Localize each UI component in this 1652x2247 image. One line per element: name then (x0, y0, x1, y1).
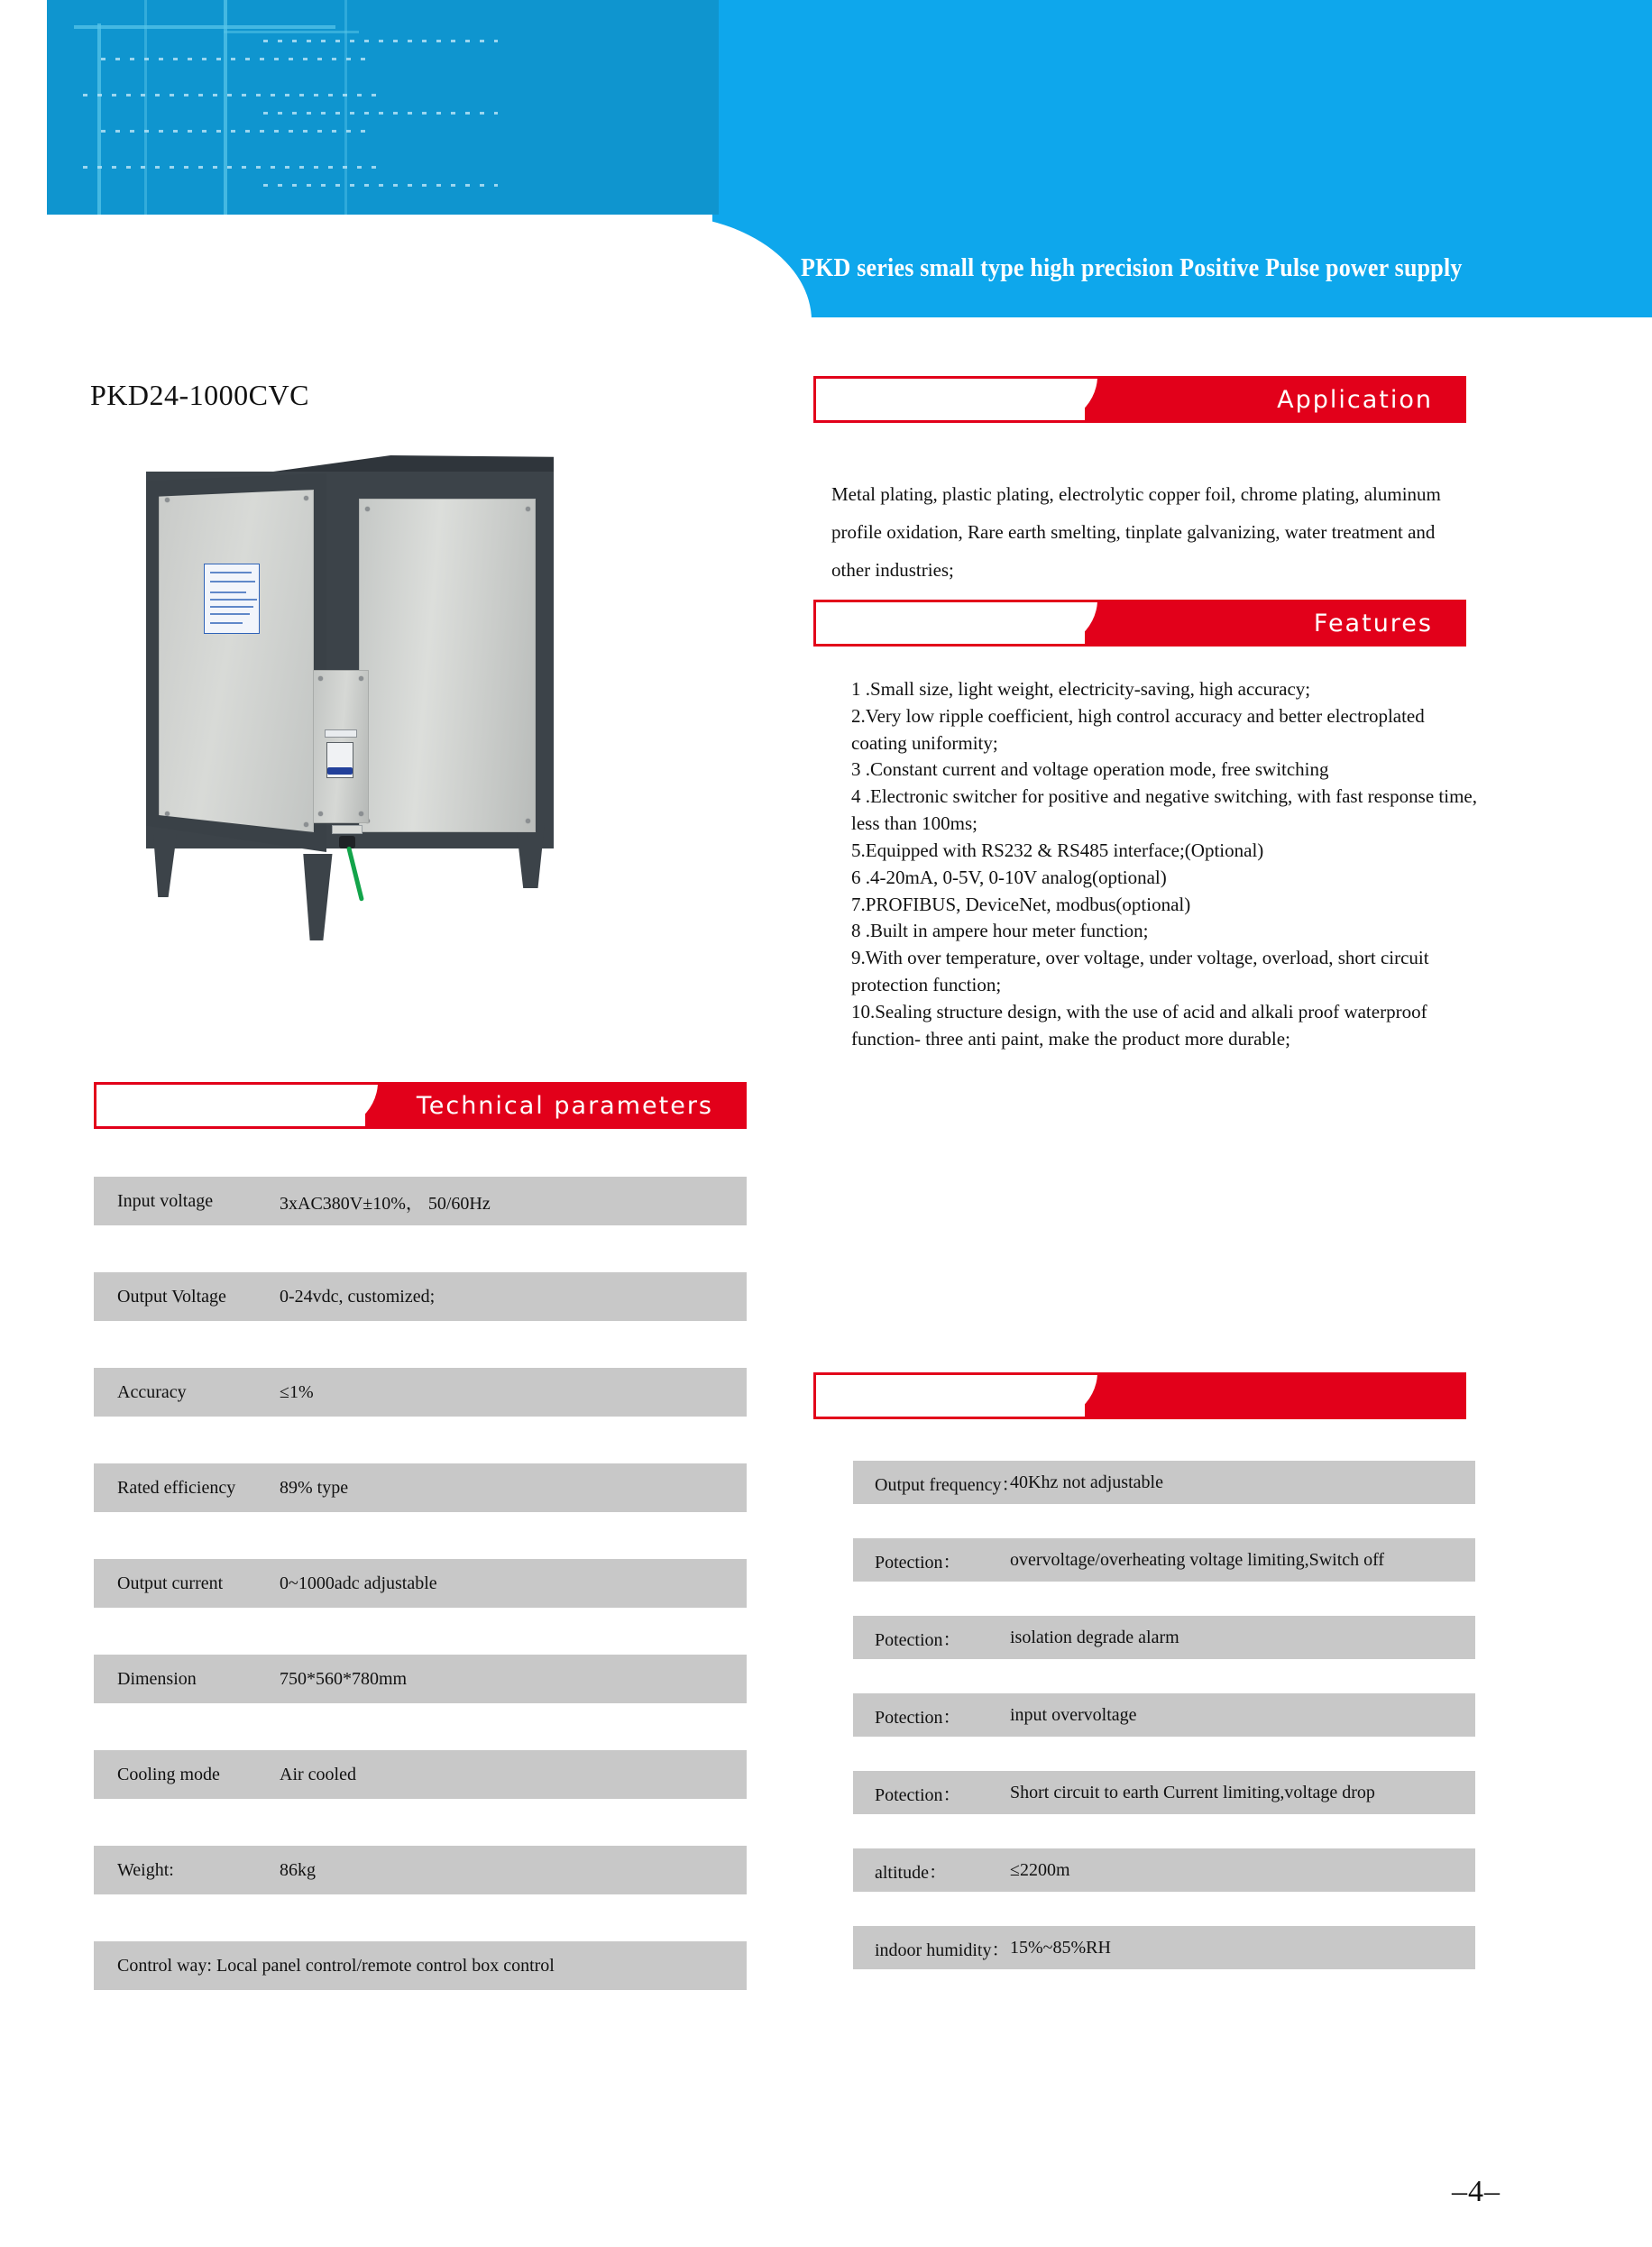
protection-parameters-table (853, 1461, 1475, 2004)
feature-item: 1 .Small size, light weight, electricity-saving, high accuracy; (851, 678, 1311, 700)
waveform-line (74, 25, 335, 29)
spec-value: 0-24vdc, customized; (280, 1286, 436, 1307)
spec-value: 0~1000adc adjustable (280, 1573, 437, 1593)
spec-value: 40Khz not adjustable (1010, 1472, 1163, 1492)
table-row (94, 1272, 747, 1321)
breaker-label (325, 729, 357, 738)
features-list (851, 676, 1482, 1052)
spec-label: Potection： (875, 1629, 961, 1650)
waveform-line (144, 0, 147, 215)
table-row (94, 1655, 747, 1703)
spec-value: ≤2200m (1010, 1859, 1070, 1880)
feature-item: 2.Very low ripple coefficient, high control accuracy and better electroplated coating uniformity; (851, 704, 1425, 754)
cabinet-leg (153, 834, 177, 897)
spec-label: indoor humidity： (875, 1940, 1010, 1960)
page-header (0, 0, 1652, 317)
cabinet-leg (296, 854, 337, 940)
feature-item: 10.Sealing structure design, with the use of acid and alkali proof waterproof function- three anti paint, make the product more durable; (851, 1000, 1427, 1050)
spec-value: ≤1% (280, 1381, 314, 1402)
waveform-line (97, 23, 101, 215)
spec-label: Potection： (875, 1707, 961, 1728)
page-number: –4– (1452, 2175, 1501, 2208)
feature-item: 6 .4-20mA, 0-5V, 0-10V analog(optional) (851, 866, 1167, 888)
product-image (126, 446, 613, 951)
table-row (94, 1941, 747, 1990)
feature-item: 5.Equipped with RS232 & RS485 interface;(Optional) (851, 839, 1264, 861)
spec-value: 89% type (280, 1477, 349, 1498)
spec-label: Potection： (875, 1552, 961, 1573)
spec-value: Air cooled (280, 1764, 356, 1784)
feature-item: 9.With over temperature, over voltage, under voltage, overload, short circuit protection function; (851, 947, 1429, 995)
table-row (94, 1463, 747, 1512)
product-model-name: PKD24-1000CVC (90, 379, 309, 411)
waveform-dots (263, 40, 498, 42)
table-row (853, 1926, 1475, 1969)
spec-value: 3xAC380V±10%， 50/60Hz (280, 1193, 491, 1214)
banner-red-fill (1085, 1375, 1464, 1417)
banner-features (813, 600, 1466, 647)
page-title: PKD series small type high precision Positive Pulse power supply (801, 254, 1463, 282)
technical-parameters-table (94, 1177, 747, 2037)
table-row (853, 1538, 1475, 1582)
spec-label: Rated efficiency (117, 1477, 236, 1498)
banner-protection (813, 1372, 1466, 1419)
spec-label: Input voltage (117, 1190, 214, 1211)
banner-features-label: Features (1313, 609, 1433, 637)
header-waveform-graphic (47, 0, 719, 215)
spec-label: Output Voltage (117, 1286, 226, 1307)
cabinet-side-panel (159, 490, 314, 832)
waveform-dots (83, 166, 381, 169)
feature-item: 7.PROFIBUS, DeviceNet, modbus(optional) (851, 893, 1191, 915)
waveform-line (224, 31, 359, 33)
table-row (853, 1771, 1475, 1814)
table-row (853, 1461, 1475, 1504)
cabinet-leg (514, 823, 545, 888)
table-row (94, 1750, 747, 1799)
banner-application-label: Application (1277, 385, 1433, 414)
table-row (94, 1177, 747, 1225)
spec-label: Cooling mode (117, 1764, 220, 1784)
table-row (94, 1559, 747, 1608)
table-row (853, 1616, 1475, 1659)
application-body-text: Metal plating, plastic plating, electrolytic copper foil, chrome plating, aluminum profile oxidation, Rare earth smelting, tinplate galvanizing, water treatment and other industries; (831, 483, 1441, 581)
feature-item: 3 .Constant current and voltage operation mode, free switching (851, 758, 1329, 781)
waveform-dots (101, 58, 372, 60)
table-row (853, 1693, 1475, 1737)
spec-value: isolation degrade alarm (1010, 1627, 1179, 1647)
cable-tag (332, 825, 363, 834)
spec-value: input overvoltage (1010, 1704, 1137, 1725)
spec-value: 15%~85%RH (1010, 1937, 1111, 1958)
header-notch-fill (47, 215, 552, 323)
waveform-dots (263, 112, 498, 115)
feature-item: 8 .Built in ampere hour meter function; (851, 920, 1149, 942)
spec-value: Short circuit to earth Current limiting,voltage drop (1010, 1782, 1375, 1802)
cabinet-front-panel (359, 499, 536, 832)
spec-label: Control way: Local panel control/remote control box control (117, 1955, 555, 1976)
spec-label: Dimension (117, 1668, 197, 1689)
feature-item: 4 .Electronic switcher for positive and negative switching, with fast response time, less than 100ms; (851, 785, 1477, 835)
spec-label: Potection： (875, 1784, 961, 1805)
table-row (94, 1846, 747, 1894)
rating-label (204, 564, 260, 634)
waveform-dots (263, 184, 498, 187)
circuit-breaker-switch (327, 767, 353, 775)
waveform-dots (101, 130, 372, 133)
spec-label: Output frequency： (875, 1474, 1020, 1495)
banner-technical-label: Technical parameters (416, 1091, 713, 1120)
spec-value: overvoltage/overheating voltage limiting,Switch off (1010, 1549, 1385, 1570)
spec-label: altitude： (875, 1862, 947, 1883)
banner-technical-parameters (94, 1082, 747, 1129)
ground-cable (346, 846, 364, 901)
banner-application (813, 376, 1466, 423)
spec-label: Weight: (117, 1859, 174, 1880)
waveform-dots (83, 94, 381, 96)
spec-value: 750*560*780mm (280, 1668, 408, 1689)
spec-label: Output current (117, 1573, 224, 1593)
table-row (853, 1848, 1475, 1892)
table-row (94, 1368, 747, 1417)
spec-value: 86kg (280, 1859, 316, 1880)
spec-label: Accuracy (117, 1381, 187, 1402)
